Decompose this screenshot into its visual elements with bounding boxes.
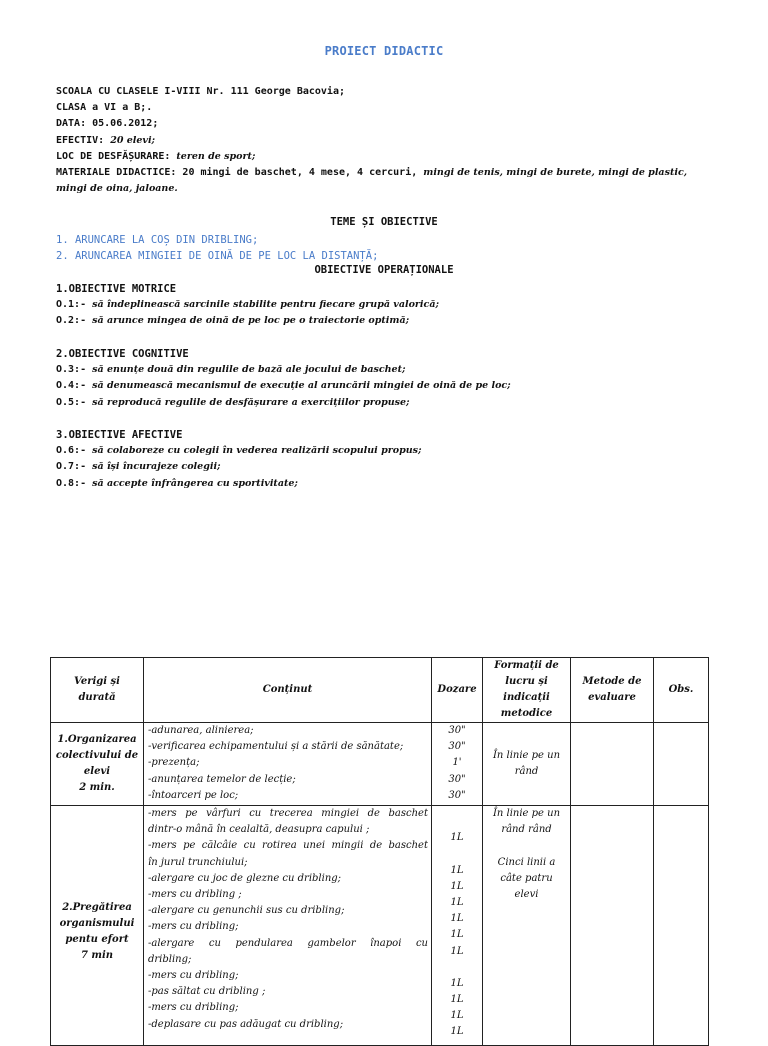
header-stage: Verigi și durată xyxy=(51,658,144,723)
objective-group-heading: 2.OBIECTIVE COGNITIVE xyxy=(56,348,189,360)
objectives-motor xyxy=(56,281,439,330)
objective-item: O.6:- să colaboreze cu colegii în vederea realizării scopului propus; xyxy=(56,445,422,457)
objectives-cognitive xyxy=(56,346,511,411)
objective-item: O.3:- să enunțe două din regulile de bază ale jocului de baschet; xyxy=(56,364,406,376)
school-line: SCOALA CU CLASELE I-VIII Nr. 111 George Bacovia; xyxy=(56,86,345,97)
effective-line: EFECTIV: 20 elevi; xyxy=(56,134,156,146)
stage-cell: 1.Organizarea colectivului de elevi 2 min. xyxy=(51,723,144,806)
operational-heading: OBIECTIVE OPERAȚIONALE xyxy=(314,264,454,276)
themes-list xyxy=(56,232,258,249)
stage-cell: 2.Pregătirea organismului pentu efort 7 min xyxy=(51,806,144,1046)
date-line: DATA: 05.06.2012; xyxy=(56,118,159,130)
objective-item: O.1:- să îndeplinească sarcinile stabilite pentru fiecare grupă valorică; xyxy=(56,299,439,311)
evaluation-cell xyxy=(571,723,654,806)
objective-item: O.4:- să denumească mecanismul de execuție al aruncării mingiei de oină de pe loc; xyxy=(56,380,511,392)
dosage-cell: 1L 1L 1L 1L 1L 1L 1L 1L 1L 1L 1L xyxy=(432,806,483,1046)
class-line: CLASA a VI a B;. xyxy=(56,102,153,114)
theme-item: 1. ARUNCARE LA COȘ DIN DRIBLING; xyxy=(56,234,259,246)
evaluation-cell xyxy=(571,806,654,1046)
content-cell: -mers pe vârfuri cu trecerea mingiei de baschet dintr-o mână în cealaltă, deasupra capului ; -mers pe călcâie cu rotirea unei mingii de baschet în jurul trunchiului; -alergare cu joc de glezne cu dribling; -mers cu dribling ; -alergare cu genunchii sus cu dribling; -mers cu dribling; -alergare cu pendularea gambelor înapoi cu dribling; -mers cu dribling; -pas săltat cu dribling ; -mers cu dribling; -deplasare cu pas adăugat cu dribling; xyxy=(144,806,432,1046)
objectives-affective xyxy=(56,427,421,492)
content-cell: -adunarea, alinierea; -verificarea echipamentului și a stării de sănătate; -prezența; -anunțarea temelor de lecție; -întoarceri pe loc; xyxy=(144,723,432,806)
objective-group-heading: 3.OBIECTIVE AFECTIVE xyxy=(56,429,183,441)
objective-item: O.7:- să își încurajeze colegii; xyxy=(56,461,221,473)
lesson-plan-table xyxy=(50,657,709,1046)
objective-group-heading: 1.OBIECTIVE MOTRICE xyxy=(56,283,177,295)
formation-cell: În linie pe un rând rând Cinci linii a câte patru elevi xyxy=(483,806,571,1046)
obs-cell xyxy=(654,806,709,1046)
table-header-row xyxy=(51,658,709,723)
dosage-cell: 30" 30" 1' 30" 30" xyxy=(432,723,483,806)
formation-cell: În linie pe un rând xyxy=(483,723,571,806)
table-row xyxy=(51,806,709,1046)
objective-item: O.2:- să arunce mingea de oină de pe loc pe o traiectorie optimă; xyxy=(56,315,410,327)
place-line: LOC DE DESFĂȘURARE: teren de sport; xyxy=(56,150,256,162)
header-dosage: Dozare xyxy=(432,658,483,723)
header-formation: Formații de lucru și indicații metodice xyxy=(483,658,571,723)
header-content: Conținut xyxy=(144,658,432,723)
obs-cell xyxy=(654,723,709,806)
themes-heading: TEME ȘI OBIECTIVE xyxy=(330,216,438,228)
lesson-info xyxy=(56,84,696,197)
table-row xyxy=(51,723,709,806)
document-title: PROIECT DIDACTIC xyxy=(324,44,444,58)
header-evaluation: Metode de evaluare xyxy=(571,658,654,723)
header-obs: Obs. xyxy=(654,658,709,723)
materials-line: MATERIALE DIDACTICE: 20 mingi de baschet, 4 mese, 4 cercuri, mingi de tenis, mingi de burete, mingi de plastic, mingi de oina, jaloane. xyxy=(56,167,688,195)
theme-item: 2. ARUNCAREA MINGIEI DE OINĂ DE PE LOC LA DISTANȚĂ; xyxy=(56,250,379,262)
objective-item: O.8:- să accepte înfrângerea cu sportivitate; xyxy=(56,477,298,489)
themes-list-2 xyxy=(56,248,378,265)
objective-item: O.5:- să reproducă regulile de desfășurare a exercițiilor propuse; xyxy=(56,396,410,408)
